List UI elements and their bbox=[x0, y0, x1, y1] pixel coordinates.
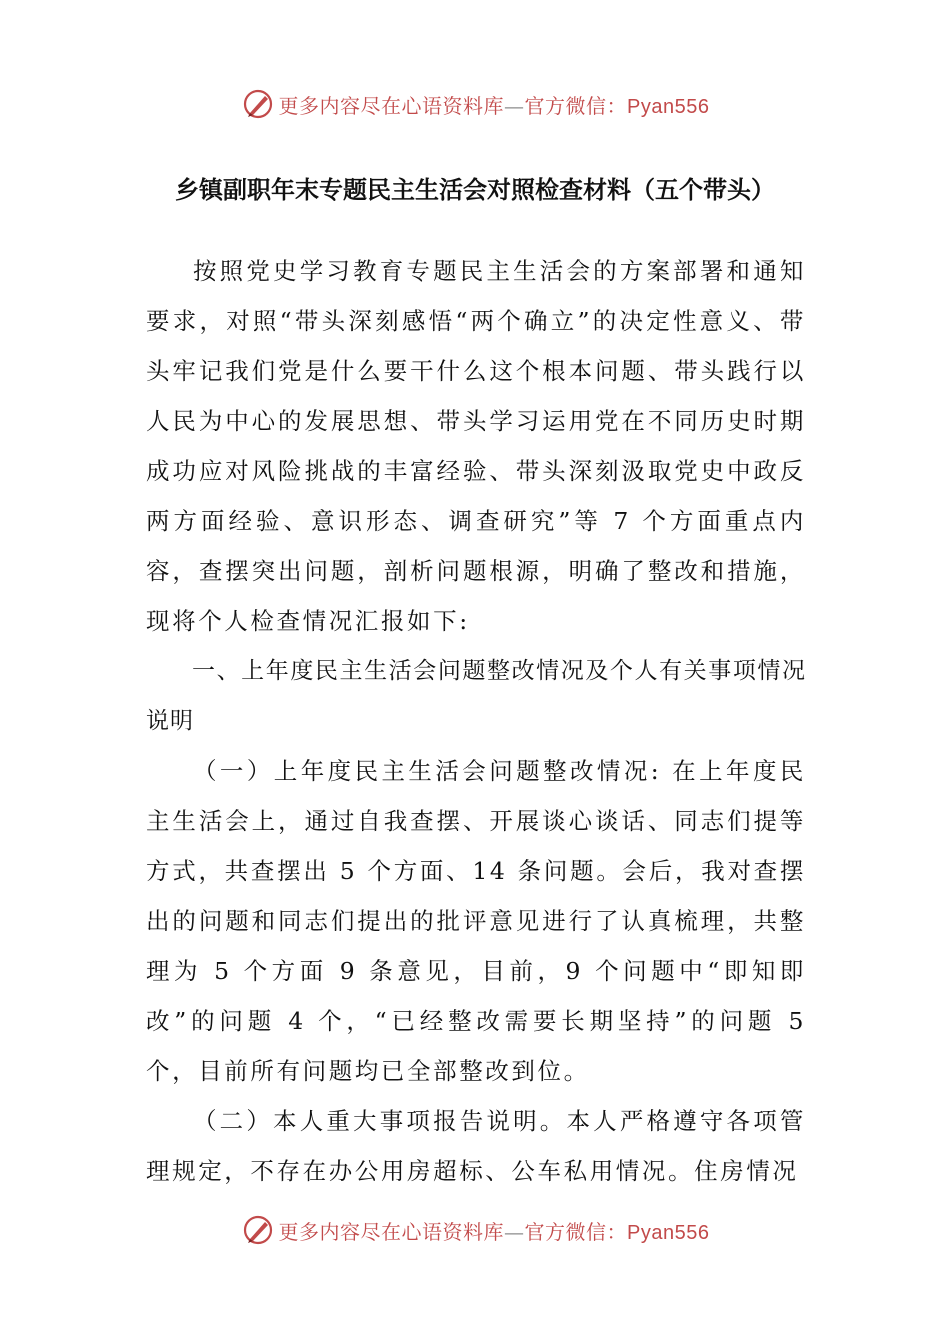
intro-paragraph: 按照党史学习教育专题民主生活会的方案部署和通知要求，对照“带头深刻感悟“两个确立”的决定性意义、带头牢记我们党是什么要干什么这个根本问题、带头践行以人民为中心的发展思想、带头学习运用党在不同历史时期成功应对风险挑战的丰富经验、带头深刻汲取党史中政反两方面经验、意识形态、调查研究”等 7 个方面重点内容，查摆突出问题，剖析问题根源，明确了整改和措施，现将个人检查情况汇报如下: bbox=[146, 257, 806, 635]
section-heading: 一、上年度民主生活会问题整改情况及个人有关事项情况说明 bbox=[146, 658, 806, 734]
body-paragraph: （二）本人重大事项报告说明。本人严格遵守各项管理规定，不存在办公用房超标、公车私用情况。住房情况 bbox=[146, 1107, 806, 1185]
pen-logo-icon bbox=[241, 1213, 275, 1247]
watermark-text: 更多内容尽在心语资料库—官方微信：Pyan556 bbox=[278, 93, 710, 118]
document-body bbox=[146, 246, 806, 1196]
body-paragraph: （一）上年度民主生活会问题整改情况: 在上年度民主生活会上，通过自我查摆、开展谈心谈话、同志们提等方式，共查摆出 5 个方面、14 条问题。会后，我对查摆出的问题和同志们提出的批评意见进行了认真梳理，共整理为 5 个方面 9 条意见，目前，9 个问题中“即知即改”的问题 4 个，“已经整改需要长期坚持”的问题 5 个，目前所有问题均已全部整改到位。 bbox=[146, 757, 806, 1085]
footer-watermark bbox=[0, 1210, 950, 1250]
document-title: 乡镇副职年末专题民主生活会对照检查材料（五个带头） bbox=[175, 176, 775, 204]
header-watermark bbox=[0, 84, 950, 124]
watermark-text: 更多内容尽在心语资料库—官方微信：Pyan556 bbox=[278, 1219, 710, 1244]
pen-logo-icon bbox=[241, 87, 275, 121]
